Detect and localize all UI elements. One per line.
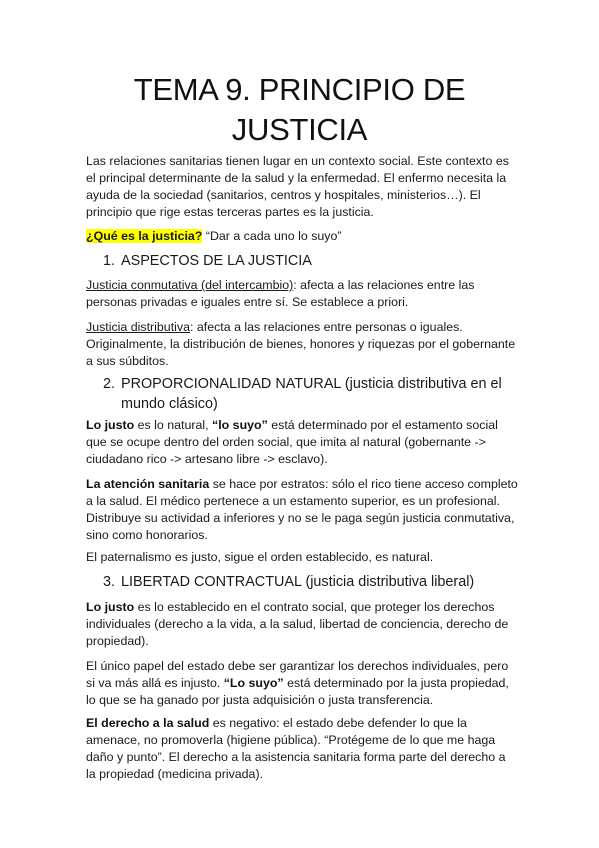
page-title-line1: TEMA 9. PRINCIPIO DE [133, 72, 466, 107]
section3-paragraph1 [86, 599, 518, 650]
section3-heading-text: LIBERTAD CONTRACTUAL (justicia distributiva liberal) [121, 574, 475, 590]
justicia-distributiva-term: Justicia distributiva [86, 320, 190, 334]
section3-number: 3. [103, 574, 116, 590]
derecho-salud-bold: El derecho a la salud [86, 716, 210, 730]
lo-justo-bold: Lo justo [86, 418, 135, 432]
justicia-conmutativa-text: : afecta a las relaciones entre las personas privadas e iguales entre sí. Se establece a priori. [86, 278, 475, 309]
section3-p3-text: es negativo: el estado debe defender lo que la amenace, no promoverla (higiene pública). “Protégeme de lo que me haga daño y punto”. El derecho a la asistencia sanitaria forma parte del derecho a la propiedad (medicina privada). [86, 716, 506, 781]
lo-justo-bold-2: Lo justo [86, 600, 135, 614]
section1-number: 1. [103, 253, 116, 269]
page-title-line2: JUSTICIA [231, 112, 368, 147]
section1-paragraph1 [86, 277, 518, 311]
section2-paragraph1 [86, 417, 518, 468]
section3-paragraph2 [86, 658, 518, 709]
section2-number: 2. [103, 376, 116, 392]
justicia-conmutativa-term: Justicia conmutativa (del intercambio) [86, 278, 294, 292]
section2-p1-text2: está determinado por el estamento social que se ocupe dentro del orden social, que imita al natural (gobernante -> ciudadano rico -> artesano libre -> esclavo). [86, 418, 498, 466]
section3-p2-text2: está determinado por la justa propiedad, lo que se ha ganado por justa adquisición o justa transferencia. [86, 676, 509, 707]
section2-p1-text1: es lo natural, [134, 418, 213, 432]
atencion-sanitaria-bold: La atención sanitaria [86, 477, 210, 491]
section2-paragraph3: El paternalismo es justo, sigue el orden establecido, es natural. [86, 550, 434, 564]
section1-paragraph2 [86, 319, 518, 370]
intro-paragraph: Las relaciones sanitarias tienen lugar en un contexto social. Este contexto es el principal determinante de la salud y la enfermedad. El enfermo necesita la ayuda de la sociedad (sanitarios, centros y hospitales, ministerios…). El principio que rige estas terceras partes es la justicia. [86, 154, 509, 219]
section3-paragraph3 [86, 715, 518, 783]
section1-heading [103, 251, 523, 271]
section2-paragraph2 [86, 476, 518, 544]
question-paragraph [86, 228, 518, 245]
question-answer: “Dar a cada uno lo suyo” [202, 229, 342, 243]
section3-heading [103, 572, 523, 592]
section1-heading-text: ASPECTOS DE LA JUSTICIA [121, 253, 312, 269]
section2-heading-line1: PROPORCIONALIDAD NATURAL (justicia distributiva en el [121, 376, 502, 392]
question-label: ¿Qué es la justicia? [86, 229, 203, 243]
section2-heading-line2: mundo clásico) [121, 396, 218, 412]
lo-suyo-bold-2: “Lo suyo” [223, 676, 284, 690]
section2-p2-text: se hace por estratos: sólo el rico tiene acceso completo a la salud. El médico pertenece a un estamento superior, es un profesional. Distribuye su actividad a inferiores y no se le paga según justicia conmutativa, sino como honorarios. [86, 477, 518, 542]
justicia-distributiva-text: : afecta a las relaciones entre personas o iguales. Originalmente, la distribución de bienes, honores y riquezas por el gobernante a sus súbditos. [86, 320, 516, 368]
section3-p1-text: es lo establecido en el contrato social, que proteger los derechos individuales (derecho a la vida, a la salud, libertad de conciencia, derecho de propiedad). [86, 600, 509, 648]
lo-suyo-bold: “lo suyo” [212, 418, 268, 432]
section2-heading [103, 374, 523, 414]
section3-p2-text1: El único papel del estado debe ser garantizar los derechos individuales, pero si va más allá es injusto. [86, 659, 509, 690]
